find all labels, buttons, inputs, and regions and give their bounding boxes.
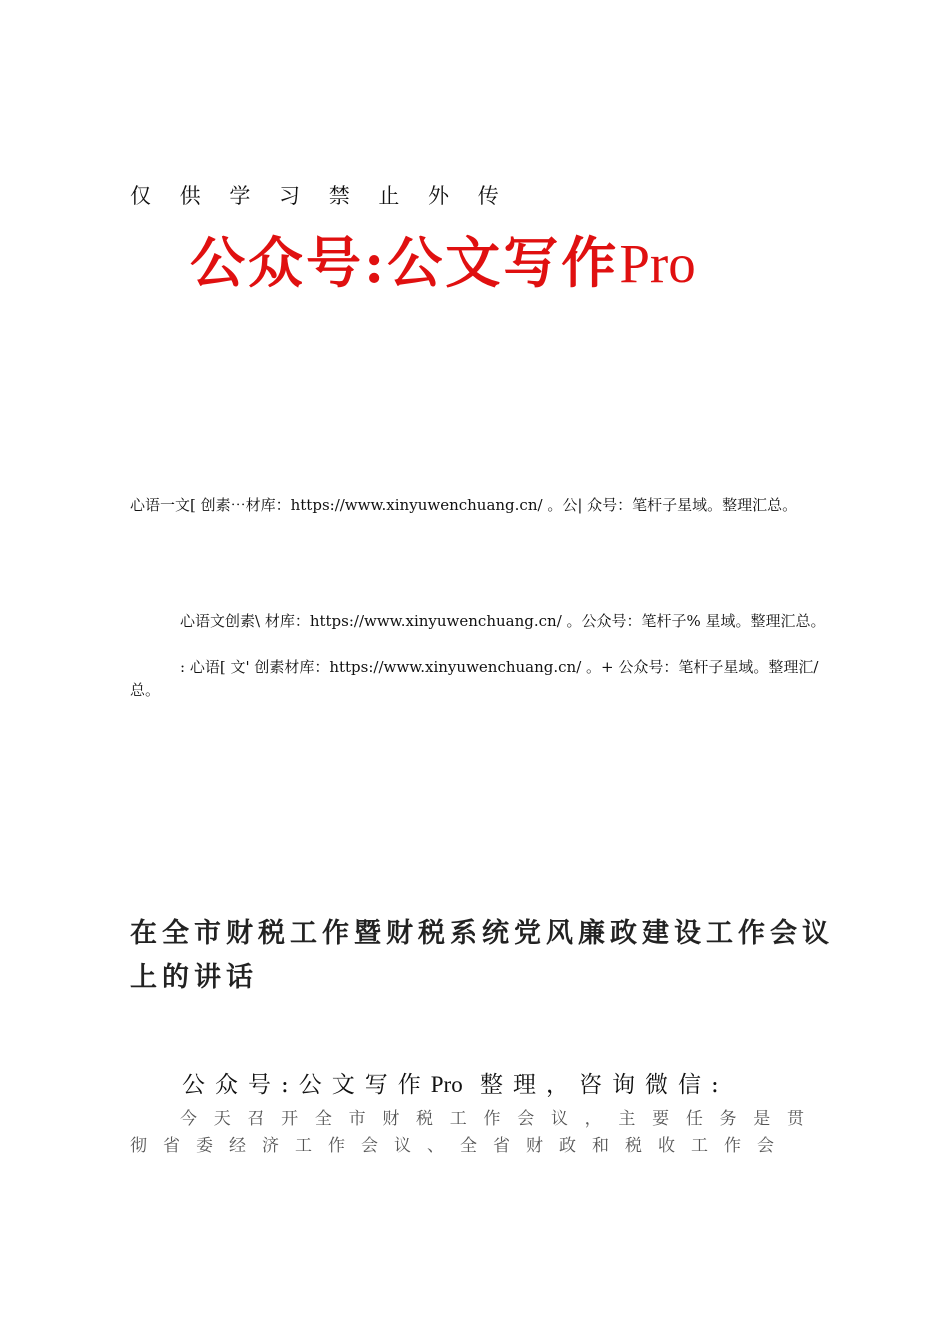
subtitle-pro-text: Pro <box>430 1072 463 1097</box>
source-paragraph-1: 心语文创素\ 材库：https://www.xinyuwenchuang.cn/ 。公众号：笔杆子% 星域。整理汇总。 <box>180 612 826 630</box>
speech-body-paragraph: 今天召开全市财税工作会议，主要任务是贯彻省委经济工作会议、全省财政和税收工作会 <box>130 1109 820 1156</box>
source-paragraph-2: : 心语[ 文' 创素材库：https://www.xinyuwenchuang.cn/ 。+ 公众号：笔杆子星域。整理汇/ 总。 <box>130 658 819 699</box>
study-only-notice: 仅 供 学 习 禁 止 外 传 <box>130 184 510 208</box>
public-account-banner <box>190 228 696 299</box>
banner-pro-text: Pro <box>619 233 696 294</box>
subtitle-contact-text: 整理，咨询微信: <box>480 1072 729 1098</box>
document-subtitle <box>182 1066 729 1099</box>
banner-chinese-text: 公众号:公文写作 <box>190 230 620 295</box>
source-line-1: 心语一文[ 创素⋯材库：https://www.xinyuwenchuang.cn/ 。公| 众号：笔杆子星域。整理汇总。 <box>130 496 798 514</box>
subtitle-account-text: 公众号:公文写作 <box>182 1072 431 1098</box>
document-title: 在全市财税工作暨财税系统党风廉政建设工作会议上的讲话 <box>130 918 834 993</box>
